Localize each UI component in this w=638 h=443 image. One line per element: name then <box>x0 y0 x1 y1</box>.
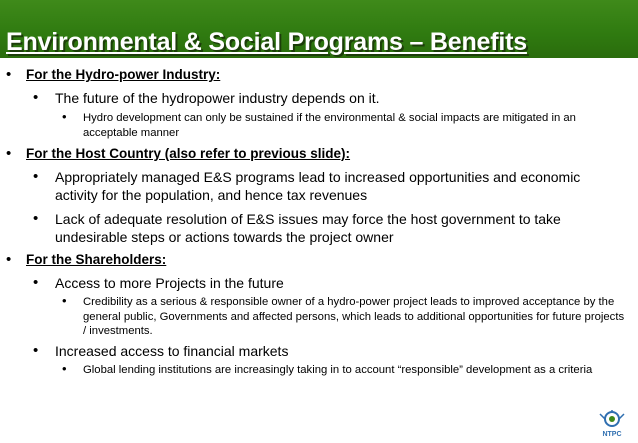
list-item: • Lack of adequate resolution of E&S issues may force the host government to take undesirable steps or actions towards the project owner <box>55 210 615 246</box>
list-item: • Access to more Projects in the future <box>55 274 615 292</box>
list-item: • Appropriately managed E&S programs lead to increased opportunities and economic activity for the population, and hence tax revenues <box>55 168 615 204</box>
section-label: For the Shareholders: <box>26 252 167 267</box>
slide-content <box>0 66 638 377</box>
list-item: • Increased access to financial markets <box>55 342 615 360</box>
logo-text: NTPC <box>602 431 622 438</box>
list-subitem: • Hydro development can only be sustained if the environmental & social impacts are mitigated in an acceptable manner <box>83 111 628 140</box>
section-shareholders <box>26 251 626 269</box>
list-subitem: • Global lending institutions are increasingly taking in to account “responsible” development as a criteria <box>83 363 628 378</box>
ntpc-logo-icon <box>596 410 628 438</box>
section-label: For the Hydro-power Industry: <box>26 67 221 82</box>
section-hydro-power-industry <box>26 66 626 84</box>
section-label: For the Host Country (also refer to previous slide): <box>26 146 351 161</box>
slide-title: Environmental & Social Programs – Benefits <box>6 28 527 56</box>
list-item: • The future of the hydropower industry depends on it. <box>55 89 615 107</box>
list-subitem: • Credibility as a serious & responsible owner of a hydro-power project leads to improved acceptance by the general public, Governments and affected persons, which leads to additional opportunities for future projects / investments. <box>83 295 628 339</box>
section-host-country <box>26 145 626 163</box>
